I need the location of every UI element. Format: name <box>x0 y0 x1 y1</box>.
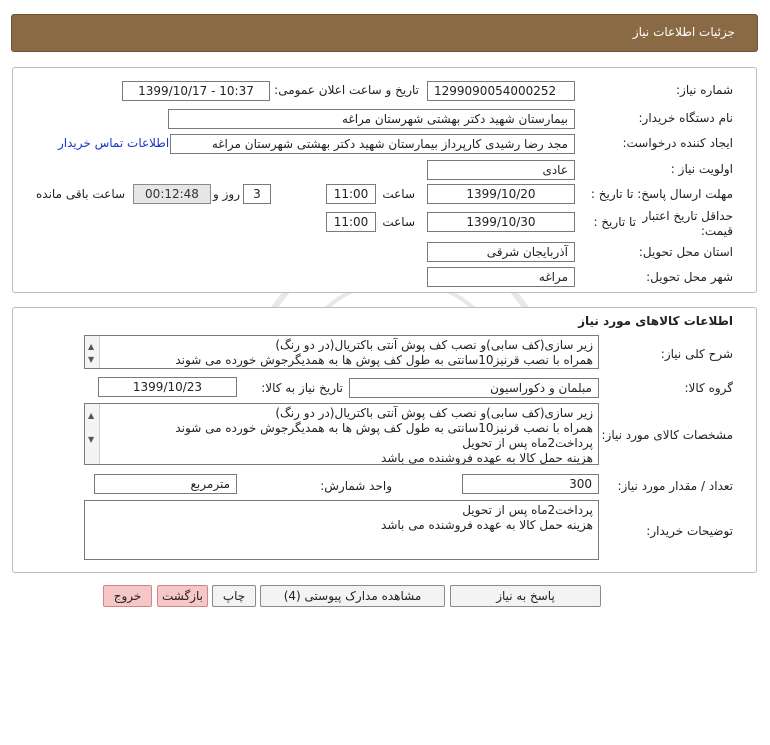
validity-to-date-label: تا تاریخ : <box>593 215 636 229</box>
need-date-field: 1399/10/23 <box>98 377 237 397</box>
quantity-field: 300 <box>462 474 599 494</box>
priority-field: عادی <box>427 160 575 180</box>
days-remaining-field: 3 <box>243 184 271 204</box>
validity-date-field: 1399/10/30 <box>427 212 575 232</box>
need-date-label: تاریخ نیاز به کالا: <box>261 381 343 395</box>
priority-label: اولویت نیاز : <box>670 162 733 176</box>
goods-spec-textarea[interactable] <box>84 403 599 465</box>
requester-field: مجد رضا رشیدی کارپرداز بیمارستان شهید دکتر بهشتی شهرستان مراغه <box>170 134 575 154</box>
city-label: شهر محل تحویل: <box>646 270 733 284</box>
need-number-field: 1299090054000252 <box>427 81 575 101</box>
quantity-label: تعداد / مقدار مورد نیاز: <box>617 479 733 493</box>
buyer-notes-line: هزینه حمل کالا به عهده فروشنده می باشد <box>381 518 593 532</box>
buyer-notes-label: توضیحات خریدار: <box>646 524 733 538</box>
remaining-time-label: ساعت باقی مانده <box>36 187 126 201</box>
buyer-org-field: بیمارستان شهید دکتر بهشتی شهرستان مراغه <box>168 109 575 129</box>
general-desc-line: زیر سازی(کف سابی)و نصب کف پوش آنتی باکتریال(در دو رنگ) <box>275 338 593 352</box>
buyer-org-label: نام دستگاه خریدار: <box>638 111 733 125</box>
province-field: آذربایجان شرقی <box>427 242 575 262</box>
announce-date-field: 1399/10/17 - 10:37 <box>122 81 270 101</box>
scroll-up-icon[interactable]: ▲ <box>88 411 95 420</box>
province-label: استان محل تحویل: <box>638 245 733 259</box>
goods-spec-label: مشخصات کالای مورد نیاز: <box>601 428 733 442</box>
need-number-label: شماره نیاز: <box>676 83 733 97</box>
buyer-notes-textarea[interactable] <box>84 500 599 560</box>
general-desc-scrollbar[interactable] <box>85 336 100 368</box>
deadline-time-label: ساعت <box>382 187 415 201</box>
goods-spec-line: زیر سازی(کف سابی)و نصب کف پوش آنتی باکتریال(در دو رنگ) <box>275 406 593 420</box>
unit-label: واحد شمارش: <box>320 479 392 493</box>
page-title: جزئیات اطلاعات نیاز <box>632 25 735 39</box>
goods-spec-scrollbar[interactable] <box>85 404 100 464</box>
page-header <box>11 14 758 52</box>
deadline-date-field: 1399/10/20 <box>427 184 575 204</box>
goods-spec-line: پرداخت2ماه پس از تحویل <box>462 436 593 450</box>
attachments-button[interactable]: مشاهده مدارک پیوستی (4) <box>260 585 445 607</box>
unit-field: مترمربع <box>94 474 237 494</box>
validity-label-line1: حداقل تاریخ اعتبار <box>642 209 733 223</box>
deadline-label: مهلت ارسال پاسخ: تا تاریخ : <box>590 187 733 201</box>
deadline-time-field: 11:00 <box>326 184 376 204</box>
goods-spec-line: هزینه حمل کالا به عهده فروشنده می باشد <box>381 451 593 465</box>
buyer-notes-line: پرداخت2ماه پس از تحویل <box>462 503 593 517</box>
buyer-contact-link[interactable]: اطلاعات تماس خریدار <box>58 136 170 150</box>
days-label: روز و <box>213 187 240 201</box>
city-field: مراغه <box>427 267 575 287</box>
back-button[interactable]: بازگشت <box>157 585 208 607</box>
requester-label: ایجاد کننده درخواست: <box>622 136 733 150</box>
goods-group-label: گروه کالا: <box>684 381 733 395</box>
announce-date-label: تاریخ و ساعت اعلان عمومی: <box>274 83 419 97</box>
scroll-down-icon[interactable]: ▼ <box>88 435 95 444</box>
print-button[interactable]: چاپ <box>212 585 256 607</box>
goods-spec-line: همراه با نصب قرنیز10سانتی به طول کف پوش ها به همدیگرجوش خورده می شوند <box>175 421 593 435</box>
validity-label-line2: قیمت: <box>700 224 733 238</box>
goods-section-title: اطلاعات کالاهای مورد نیاز <box>578 314 733 328</box>
validity-time-label: ساعت <box>382 215 415 229</box>
general-desc-line: همراه با نصب قرنیز10سانتی به طول کف پوش ها به همدیگرجوش خورده می شوند <box>175 353 593 367</box>
general-desc-label: شرح کلی نیاز: <box>660 347 733 361</box>
goods-group-field: مبلمان و دکوراسیون <box>349 378 599 398</box>
remaining-time-field: 00:12:48 <box>133 184 211 204</box>
exit-button[interactable]: خروج <box>103 585 152 607</box>
scroll-up-icon[interactable]: ▲ <box>88 342 95 351</box>
reply-button[interactable]: پاسخ به نیاز <box>450 585 601 607</box>
validity-time-field: 11:00 <box>326 212 376 232</box>
general-desc-textarea[interactable] <box>84 335 599 369</box>
scroll-down-icon[interactable]: ▼ <box>88 355 95 364</box>
